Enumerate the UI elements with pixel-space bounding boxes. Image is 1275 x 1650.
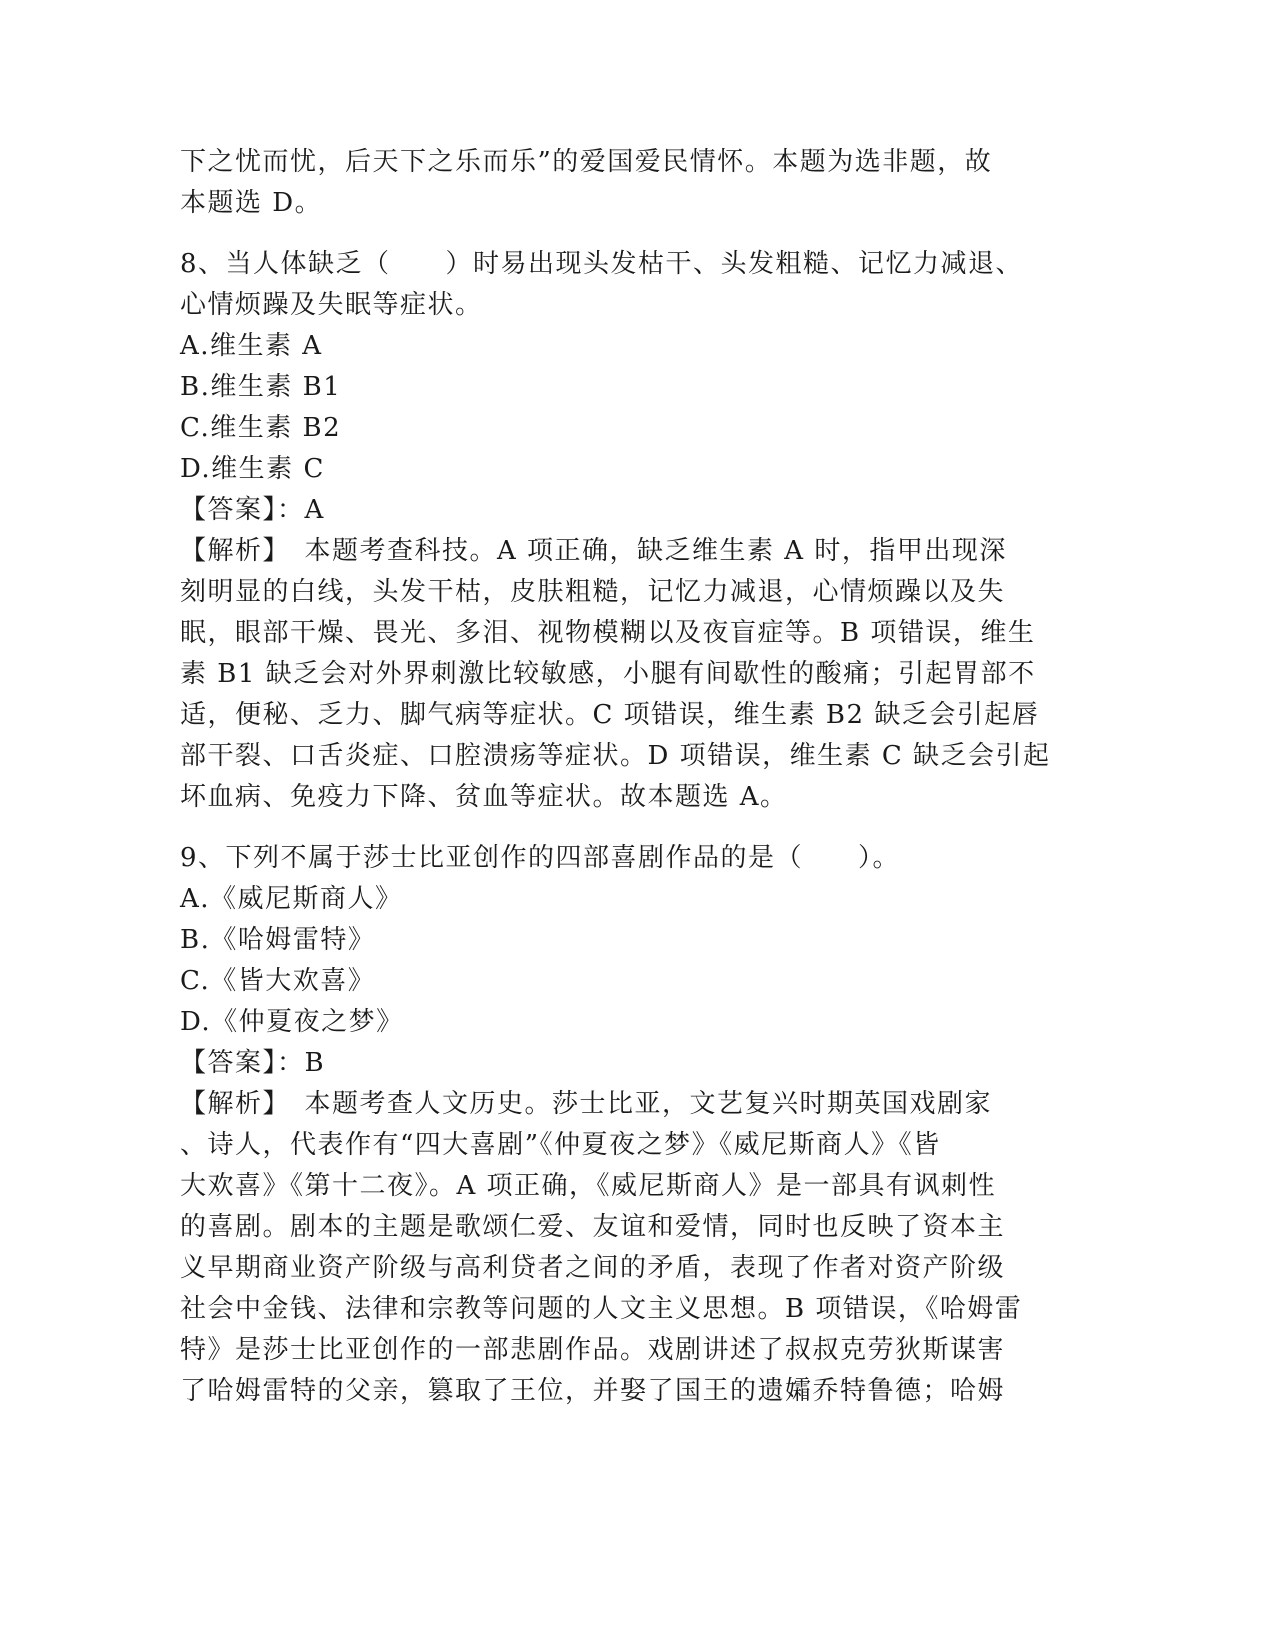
question-9 [180,838,1040,1412]
text-line: 下之忧而忧，后天下之乐而乐”的爱国爱民情怀。本题为选非题，故 [180,147,993,177]
text-line: 特》是莎士比亚创作的一部悲剧作品。戏剧讲述了叔叔克劳狄斯谋害 [180,1335,1006,1365]
text-line: 大欢喜》《第十二夜》。A 项正确，《威尼斯商人》是一部具有讽刺性 [180,1171,997,1201]
option-a: A.《威尼斯商人》 [180,884,403,914]
text-line: 9、下列不属于莎士比亚创作的四部喜剧作品的是（ ）。 [180,843,901,873]
analysis-paragraph [180,531,1051,818]
text-line: 【解析】 本题考查人文历史。莎士比亚，文艺复兴时期英国戏剧家 [180,1089,993,1119]
text-line: 部干裂、口舌炎症、口腔溃疡等症状。D 项错误，维生素 C 缺乏会引起 [180,741,1051,771]
answer-line: 【答案】：B [180,1048,326,1078]
text-line: 心情烦躁及失眠等症状。 [180,290,483,320]
text-line: 刻明显的白线，头发干枯，皮肤粗糙，记忆力减退，心情烦躁以及失 [180,577,1006,607]
analysis-paragraph [180,1084,1040,1412]
option-c: C.维生素 B2 [180,413,342,443]
question-8 [180,244,1051,818]
text-line: 眠，眼部干燥、畏光、多泪、视物模糊以及夜盲症等。B 项错误，维生 [180,618,1036,648]
text-line: 、诗人，代表作有“四大喜剧”《仲夏夜之梦》《威尼斯商人》《皆 [180,1130,941,1160]
text-line: 义早期商业资产阶级与高利贷者之间的矛盾，表现了作者对资产阶级 [180,1253,1006,1283]
option-a: A.维生素 A [180,331,323,361]
text-line: 了哈姆雷特的父亲，篡取了王位，并娶了国王的遗孀乔特鲁德；哈姆 [180,1376,1006,1406]
option-d: D.维生素 C [180,454,325,484]
text-line: 素 B1 缺乏会对外界刺激比较敏感，小腿有间歇性的酸痛；引起胃部不 [180,659,1036,689]
option-list [180,326,1040,490]
option-b: B.维生素 B1 [180,372,342,402]
text-line: 社会中金钱、法律和宗教等问题的人文主义思想。B 项错误，《哈姆雷 [180,1294,1023,1324]
text-line: 【解析】 本题考查科技。A 项正确，缺乏维生素 A 时，指甲出现深 [180,536,1007,566]
question-stem [180,244,1040,326]
text-line: 本题选 D。 [180,188,323,218]
text-line: 8、当人体缺乏（ ）时易出现头发枯干、头发粗糙、记忆力减退、 [180,249,1024,279]
question-stem [180,838,1040,879]
answer-line: 【答案】：A [180,495,325,525]
option-list [180,879,1040,1043]
option-d: D.《仲夏夜之梦》 [180,1007,404,1037]
intro-paragraph [180,142,1040,224]
option-c: C.《皆大欢喜》 [180,966,376,996]
text-line: 的喜剧。剧本的主题是歌颂仁爱、友谊和爱情，同时也反映了资本主 [180,1212,1006,1242]
option-b: B.《哈姆雷特》 [180,925,376,955]
text-line: 坏血病、免疫力下降、贫血等症状。故本题选 A。 [180,782,788,812]
text-line: 适，便秘、乏力、脚气病等症状。C 项错误，维生素 B2 缺乏会引起唇 [180,700,1040,730]
document-page [180,142,1051,1412]
